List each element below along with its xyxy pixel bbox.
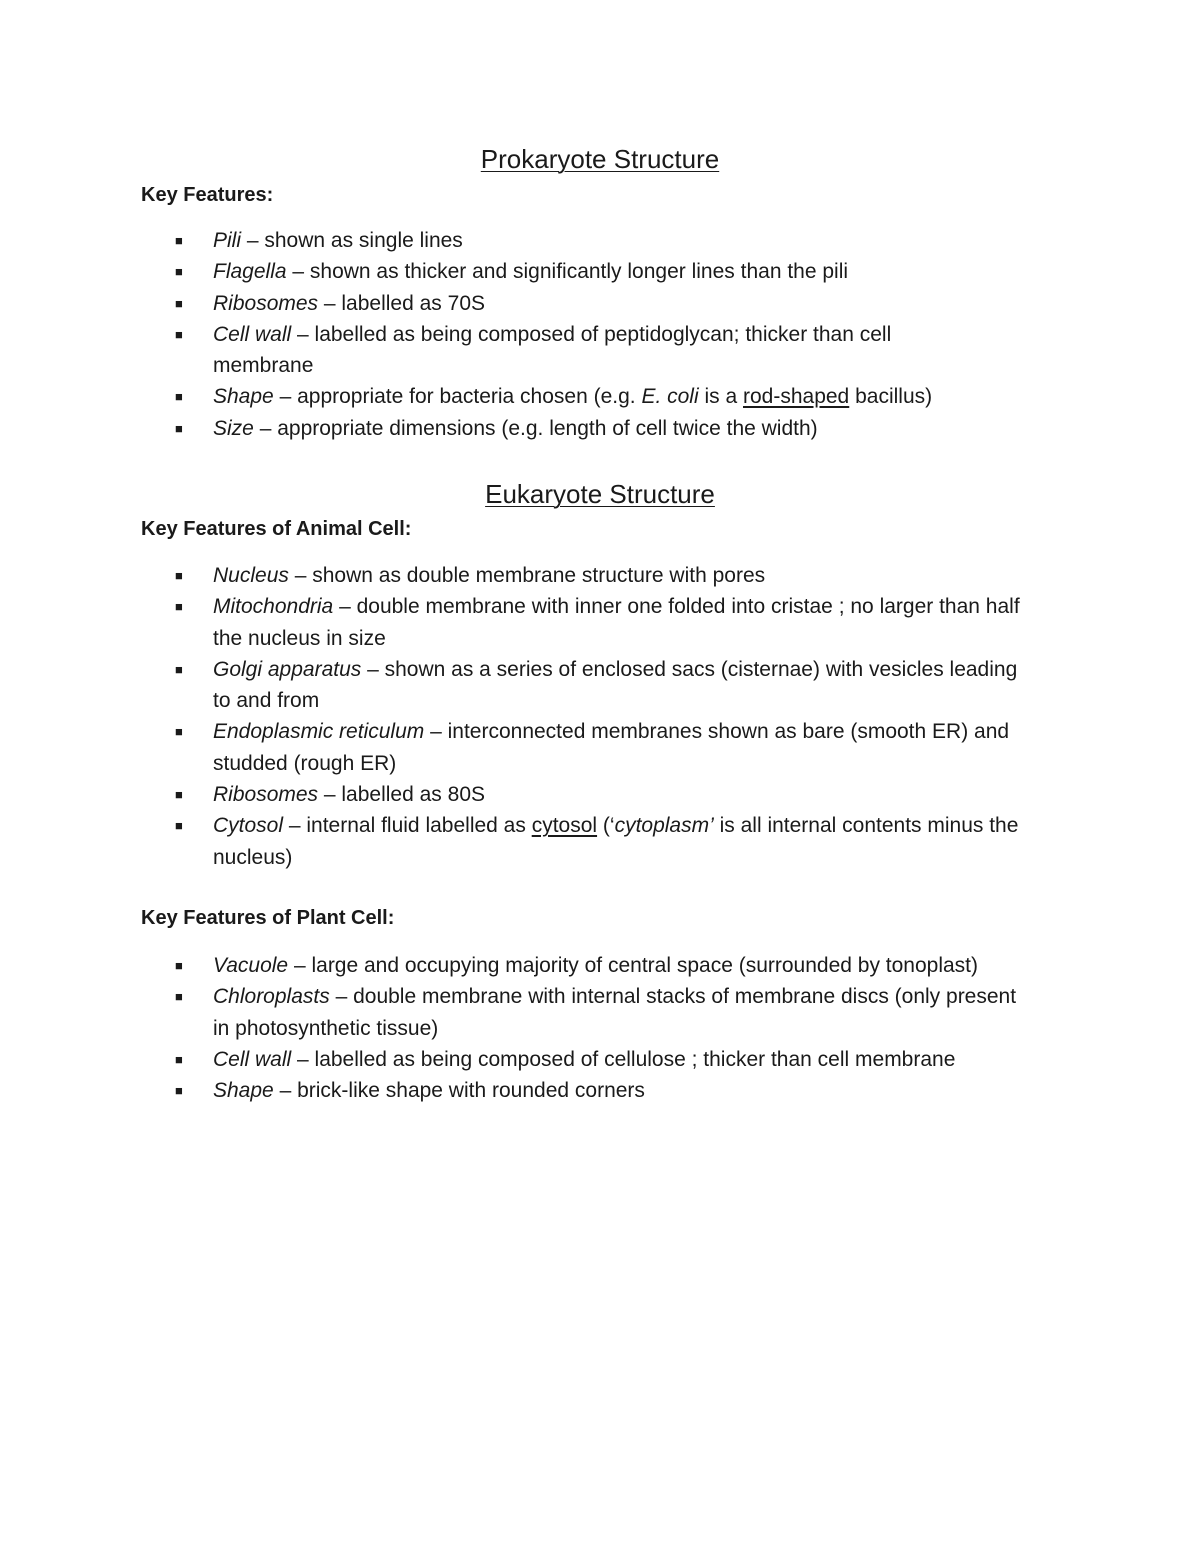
feature-term: Shape [213, 1079, 274, 1103]
quoted-term: cytoplasm’ [614, 814, 714, 838]
list-item [141, 779, 1071, 810]
list-item [141, 381, 1021, 412]
feature-description: – brick-like shape with rounded corners [273, 1079, 645, 1103]
list-item [141, 981, 1061, 1044]
feature-description: – double membrane with inner one folded into cristae ; no larger than half the nucleus in size [213, 595, 1020, 650]
feature-description: – labelled as being composed of peptidoglycan; thicker than cell membrane [213, 322, 892, 378]
list-item [141, 1075, 1061, 1106]
list-item [141, 950, 1061, 981]
plant-cell-subheading: Key Features of Plant Cell: [141, 907, 395, 929]
feature-description: – shown as double membrane structure with pores [288, 564, 766, 587]
feature-description: is all internal contents minus the nucleus) [213, 814, 1019, 869]
list-item [141, 413, 1021, 444]
eukaryote-title: Eukaryote Structure [485, 479, 715, 509]
list-item [141, 225, 1021, 256]
list-item [141, 288, 1021, 319]
list-item [141, 654, 1071, 717]
bullet-icon: ■ [175, 389, 183, 405]
bullet-icon: ■ [175, 818, 183, 834]
feature-description: – large and occupying majority of central space (surrounded by tonoplast) [288, 954, 979, 977]
list-item [141, 810, 1071, 873]
list-item [141, 560, 1071, 591]
feature-description: bacillus) [849, 385, 933, 409]
feature-description: – interconnected membranes shown as bare (smooth ER) and studded (rough ER) [213, 720, 1010, 775]
feature-term: Cell wall [213, 1047, 292, 1071]
list-item [141, 256, 1021, 287]
feature-term: Mitochondria [213, 595, 334, 619]
feature-description: – shown as single lines [241, 229, 463, 252]
bullet-icon: ■ [175, 568, 183, 583]
feature-term: Endoplasmic reticulum [213, 720, 425, 744]
bullet-icon: ■ [175, 420, 183, 436]
feature-term: Ribosomes [213, 291, 319, 315]
feature-term: Pili [213, 229, 242, 252]
bullet-icon: ■ [175, 233, 183, 248]
bullet-icon: ■ [175, 599, 183, 615]
animal-cell-feature-list [141, 560, 1071, 873]
list-item [141, 716, 1071, 779]
underlined-term: rod-shaped [743, 385, 850, 409]
underlined-term: cytosol [531, 814, 598, 838]
feature-term: Chloroplasts [213, 985, 330, 1009]
bullet-icon: ■ [175, 326, 183, 342]
prokaryote-title: Prokaryote Structure [480, 144, 720, 174]
feature-description: – internal fluid labelled as [283, 814, 532, 838]
feature-description: – shown as thicker and significantly longer lines than the pili [286, 260, 849, 284]
feature-term: Ribosomes [213, 783, 319, 807]
bullet-icon: ■ [175, 295, 183, 311]
list-item [141, 1044, 1061, 1075]
list-item [141, 591, 1071, 654]
feature-description: – labelled as 80S [318, 783, 486, 807]
animal-cell-subheading: Key Features of Animal Cell: [141, 518, 412, 540]
feature-description: – labelled as 70S [318, 291, 486, 315]
bullet-icon: ■ [175, 787, 183, 803]
bullet-icon: ■ [175, 1051, 183, 1067]
feature-description: (‘ [597, 814, 615, 838]
list-item [141, 319, 1021, 382]
bullet-icon: ■ [175, 989, 183, 1005]
feature-term: Nucleus [213, 564, 289, 587]
feature-description: – shown as a series of enclosed sacs (cisternae) with vesicles leading to and from [213, 657, 1018, 713]
bullet-icon: ■ [175, 724, 183, 740]
feature-description: – double membrane with internal stacks of membrane discs (only present in photosynthetic tissue) [213, 985, 1017, 1040]
bullet-icon: ■ [175, 264, 183, 280]
feature-term: Shape [213, 385, 274, 409]
feature-term: Cell wall [213, 322, 292, 346]
feature-description: – appropriate dimensions (e.g. length of cell twice the width) [253, 416, 818, 440]
species-name: E. coli [641, 385, 699, 409]
feature-term: Size [213, 416, 254, 440]
feature-description: is a [698, 385, 743, 409]
feature-description: – appropriate for bacteria chosen (e.g. [273, 385, 642, 409]
plant-cell-feature-list [141, 950, 1061, 1106]
bullet-icon: ■ [175, 1083, 183, 1099]
feature-term: Golgi apparatus [213, 657, 362, 681]
bullet-icon: ■ [175, 661, 183, 677]
bullet-icon: ■ [175, 958, 183, 973]
prokaryote-feature-list [141, 225, 1021, 444]
prokaryote-subheading: Key Features: [141, 184, 274, 206]
feature-term: Cytosol [213, 814, 284, 838]
feature-description: – labelled as being composed of cellulose ; thicker than cell membrane [291, 1047, 956, 1071]
feature-term: Vacuole [213, 954, 289, 977]
feature-term: Flagella [213, 260, 287, 284]
